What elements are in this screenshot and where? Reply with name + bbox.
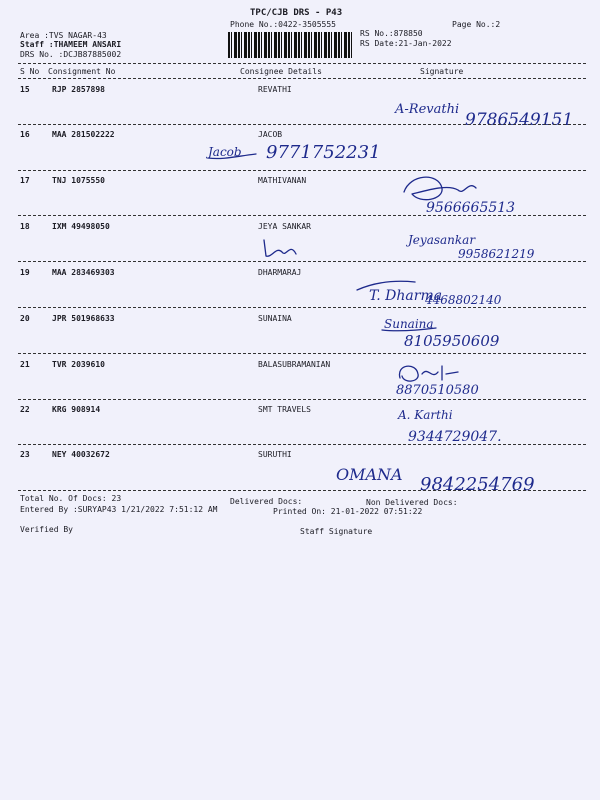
row-consignment: MAA 283469303 (52, 268, 115, 277)
row-sno: 19 (20, 268, 30, 277)
handwritten-signature (262, 232, 562, 272)
divider (18, 490, 586, 491)
row-consignment: NEY 40032672 (52, 450, 110, 459)
handwritten-signature (208, 136, 448, 174)
sig-phone: 9771752231 (266, 142, 381, 163)
divider (18, 307, 586, 308)
divider (18, 261, 586, 262)
row-sno: 16 (20, 130, 30, 139)
document-title: TPC/CJB DRS - P43 (250, 8, 343, 18)
area: Area :TVS NAGAR-43 (20, 31, 107, 40)
row-consignee: SUNAINA (258, 314, 292, 323)
divider (18, 63, 586, 64)
divider (18, 215, 586, 216)
staff-name: Staff :THAMEEM ANSARI (20, 40, 122, 49)
sig-phone: 8870510580 (396, 383, 479, 398)
row-consignee: SURUTHI (258, 450, 292, 459)
divider (18, 124, 586, 125)
staff-signature: Staff Signature (300, 527, 373, 536)
drs-number: DRS No. :DCJB87885002 (20, 50, 122, 59)
divider (18, 444, 586, 445)
row-sno: 23 (20, 450, 30, 459)
sig-phone: 9958621219 (458, 247, 535, 261)
divider (18, 353, 586, 354)
col-consignee: Consignee Details (240, 67, 322, 76)
row-sno: 22 (20, 405, 30, 414)
row-sno: 15 (20, 85, 30, 94)
row-consignee: JEYA SANKAR (258, 222, 311, 231)
barcode (228, 32, 354, 58)
non-delivered-docs: Non Delivered Docs: (366, 498, 458, 507)
sig-phone: 9566665513 (426, 200, 516, 216)
col-signature: Signature (420, 67, 464, 76)
delivered-docs: Delivered Docs: (230, 497, 303, 506)
sig-name: Sunaina (384, 317, 434, 331)
handwritten-signature (398, 170, 568, 218)
sig-name: OMANA (336, 465, 403, 484)
row-sno: 21 (20, 360, 30, 369)
handwritten-signature (336, 454, 566, 498)
sig-name: Jeyasankar (408, 233, 476, 247)
col-sno: S No (20, 67, 40, 76)
sig-phone: 9344729047. (408, 429, 502, 445)
row-consignee: BALASUBRAMANIAN (258, 360, 331, 369)
total-docs: Total No. Of Docs: 23 (20, 494, 122, 503)
rs-date: RS Date:21-Jan-2022 (360, 39, 452, 48)
row-consignee: REVATHI (258, 85, 292, 94)
sig-name: T. Dharma (369, 288, 443, 304)
sig-phone: 9786549151 (465, 110, 574, 130)
row-consignment: JPR 501968633 (52, 314, 115, 323)
row-sno: 20 (20, 314, 30, 323)
sig-name: A. Karthi (398, 408, 453, 422)
handwritten-signature (355, 272, 555, 318)
row-consignment: TNJ 1075550 (52, 176, 105, 185)
phone-number: Phone No.:0422-3505555 (230, 20, 336, 29)
divider (18, 78, 586, 79)
row-sno: 18 (20, 222, 30, 231)
sig-phone: 8105950609 (404, 332, 500, 350)
row-consignment: KRG 908914 (52, 405, 101, 414)
col-consignment: Consignment No (48, 67, 116, 76)
row-consignment: TVR 2039610 (52, 360, 105, 369)
row-consignment: MAA 281502222 (52, 130, 115, 139)
printed-on: Printed On: 21-01-2022 07:51:22 (273, 507, 423, 516)
row-consignee: MATHIVANAN (258, 176, 307, 185)
sig-name: Jacob (208, 145, 242, 159)
row-consignment: RJP 2857898 (52, 85, 105, 94)
entered-by: Entered By :SURYAP43 1/21/2022 7:51:12 AM (20, 505, 218, 514)
rs-number: RS No.:878850 (360, 29, 423, 38)
page-number: Page No.:2 (452, 20, 501, 29)
divider (18, 399, 586, 400)
row-consignee: DHARMARAJ (258, 268, 302, 277)
handwritten-signature (380, 314, 560, 358)
sig-name: A-Revathi (395, 102, 460, 117)
verified-by: Verified By (20, 525, 73, 534)
handwritten-signature (394, 360, 554, 404)
sig-phone: 4468802140 (425, 293, 502, 307)
sig-phone: 9842254769 (420, 474, 535, 495)
row-consignee: JACOB (258, 130, 283, 139)
row-sno: 17 (20, 176, 30, 185)
row-consignment: IXM 49498050 (52, 222, 110, 231)
row-consignee: SMT TRAVELS (258, 405, 311, 414)
